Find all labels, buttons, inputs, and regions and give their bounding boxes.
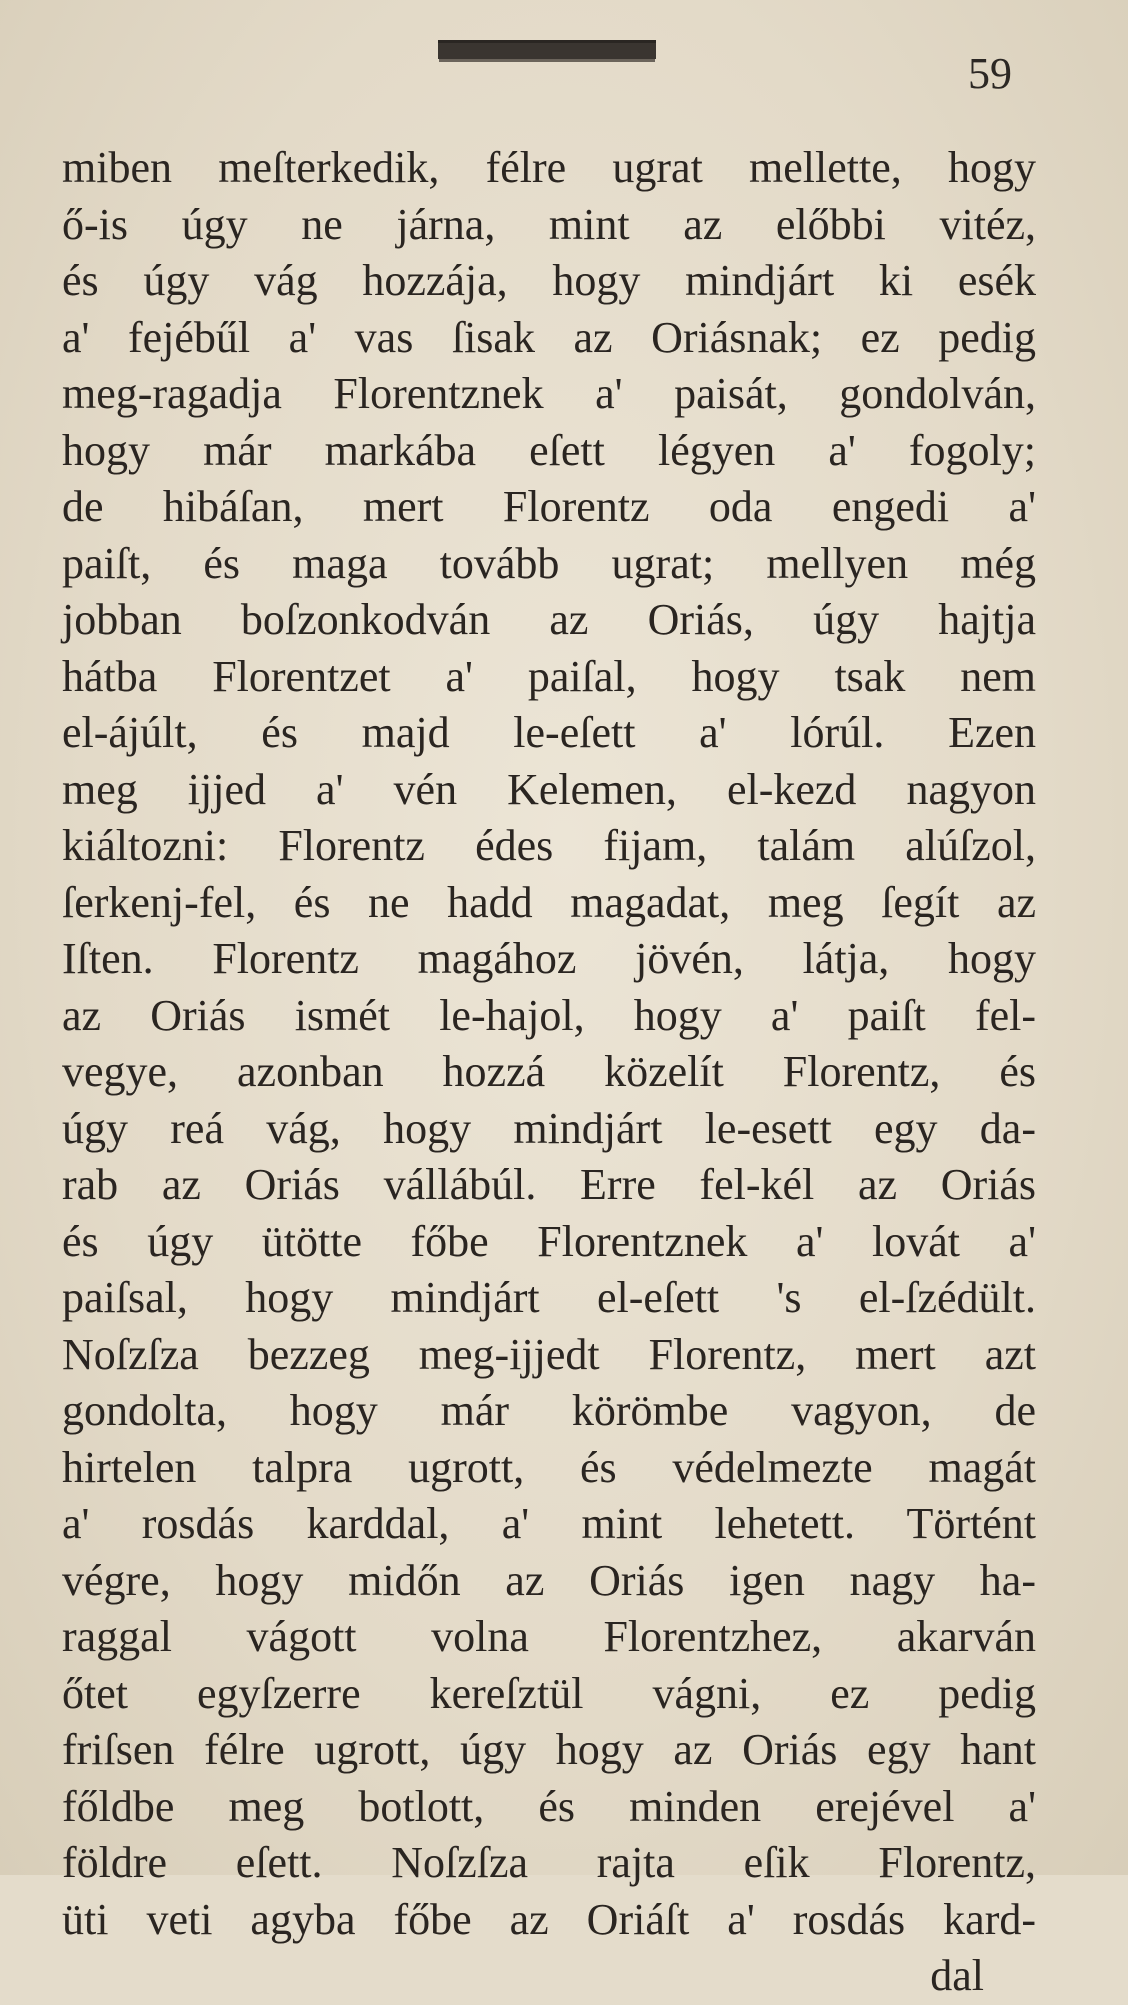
text-line: végre, hogy midőn az Oriás igen nagy ha- [62, 1555, 1036, 1605]
text-line: paiſsal, hogy mindjárt el-eſett 's el-ſzédült. [62, 1273, 1036, 1322]
text-line: főldbe meg botlott, és minden erejével a' [62, 1781, 1036, 1831]
text-line: Iſten. Florentz magához jövén, látja, hogy [62, 934, 1036, 983]
text-line: kiáltozni: Florentz édes fijam, talám alúſzol, [62, 821, 1036, 870]
text-line: úgy reá vág, hogy mindjárt le-esett egy da- [62, 1103, 1036, 1153]
text-line: raggal vágott volna Florentzhez, akarván [62, 1612, 1036, 1661]
text-line: a' fejébűl a' vas ſisak az Oriásnak; ez pedig [62, 312, 1036, 362]
text-line: vegye, azonban hozzá közelít Florentz, és [62, 1047, 1036, 1096]
body-text [62, 140, 1036, 2005]
header-rule [438, 40, 656, 59]
text-line: és úgy ütötte főbe Florentznek a' lovát a' [62, 1216, 1036, 1266]
text-line: az Oriás ismét le-hajol, hogy a' paiſt fel- [62, 990, 1036, 1040]
page-number: 59 [968, 49, 1012, 98]
text-line: ſerkenj-fel, és ne hadd magadat, meg ſegít az [62, 877, 1036, 927]
text-line: friſsen félre ugrott, úgy hogy az Oriás egy hant [62, 1725, 1036, 1774]
text-line: a' rosdás karddal, a' mint lehetett. Történt [62, 1499, 1036, 1548]
text-line: Noſzſza bezzeg meg-ijjedt Florentz, mert azt [62, 1329, 1036, 1379]
text-line: hirtelen talpra ugrott, és védelmezte magát [62, 1442, 1036, 1492]
text-line: hogy már markába eſett légyen a' fogoly; [62, 425, 1036, 475]
text-line: paiſt, és maga tovább ugrat; mellyen még [62, 538, 1036, 588]
text-line: gondolta, hogy már körömbe vagyon, de [62, 1386, 1036, 1435]
text-line: meg ijjed a' vén Kelemen, el-kezd nagyon [62, 764, 1036, 814]
text-line: meg-ragadja Florentznek a' paisát, gondolván, [62, 369, 1036, 418]
text-line: miben meſterkedik, félre ugrat mellette, hogy [62, 143, 1036, 192]
text-line: el-ájúlt, és majd le-eſett a' lórúl. Ezen [62, 708, 1036, 757]
text-line: őtet egyſzerre kereſztül vágni, ez pedig [62, 1668, 1036, 1718]
text-line: földre eſett. Noſzſza rajta eſik Florentz, [62, 1838, 1036, 1887]
text-line: jobban boſzonkodván az Oriás, úgy hajtja [62, 595, 1036, 644]
text-line: rab az Oriás vállábúl. Erre fel-kél az Oriás [62, 1160, 1036, 1209]
text-line: hátba Florentzet a' paiſal, hogy tsak nem [62, 651, 1036, 701]
text-line: ő-is úgy ne járna, mint az előbbi vitéz, [62, 199, 1036, 249]
catchword: dal [930, 1951, 984, 2000]
text-line: de hibáſan, mert Florentz oda engedi a' [62, 482, 1036, 531]
text-line: és úgy vág hozzája, hogy mindjárt ki esék [62, 256, 1036, 305]
text-line: üti veti agyba főbe az Oriáſt a' rosdás kard- [62, 1894, 1036, 1944]
